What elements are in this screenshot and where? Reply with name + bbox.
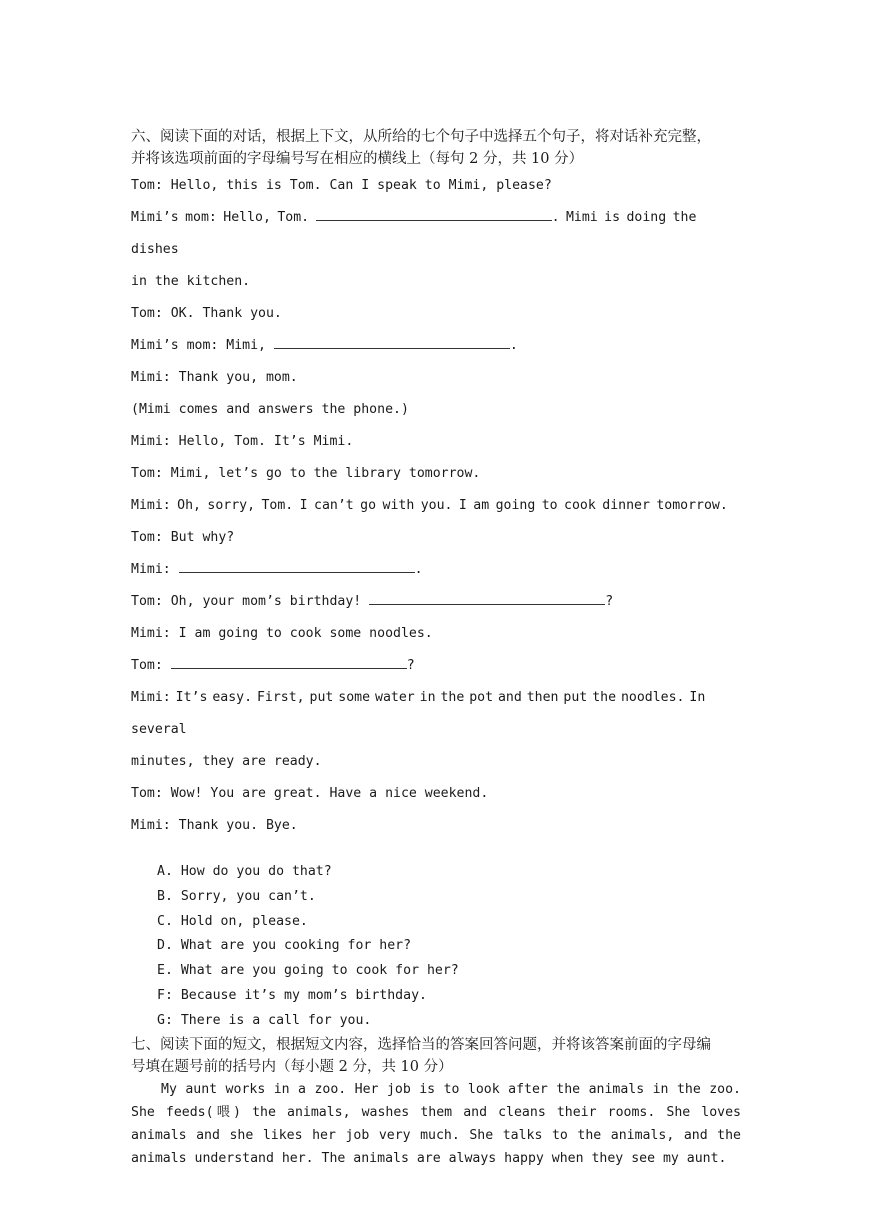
dialogue-line: Mimi: I am going to cook some noodles. [131, 626, 433, 641]
option-c: C. Hold on, please. [157, 913, 308, 929]
dialogue-line: Tom: Hello, this is Tom. Can I speak to Mimi, please? [131, 178, 552, 193]
dialogue-line: Tom: Wow! You are great. Have a nice weekend. [131, 786, 489, 801]
option-a: A. How do you do that? [157, 864, 332, 879]
option-e: E. What are you going to cook for her? [157, 963, 459, 979]
dialogue-text: Mimi: [131, 562, 179, 577]
dialogue-line [131, 202, 741, 266]
dialogue-line: in the kitchen. [131, 274, 251, 289]
section-7-heading [131, 1034, 741, 1078]
section-6-heading-line2: 并将该选项前面的字母编号写在相应的横线上（每句 2 分，共 10 分） [131, 151, 584, 167]
option-b: B. Sorry, you can’t. [157, 888, 316, 904]
dialogue-text: Mimi’s mom: Hello, Tom. [131, 210, 316, 225]
dialogue-line: Mimi: It’s easy. First, put some water in the pot and then put the noodles. In several [131, 690, 711, 737]
dialogue-line: (Mimi comes and answers the phone.) [131, 402, 409, 417]
reading-passage: My aunt works in a zoo. Her job is to look after the animals in the zoo. She feeds(喂) the animals, washes them and cleans their rooms. She loves animals and she likes her job very much. She talks to the animals, and the animals understand her. The animals are always happy when they see my aunt. [131, 1081, 741, 1166]
dialogue-line: Mimi: Hello, Tom. It’s Mimi. [131, 434, 354, 449]
option-f: F: Because it’s my mom’s birthday. [157, 987, 427, 1003]
answer-blank-5[interactable] [171, 654, 407, 669]
dialogue-line [131, 554, 741, 586]
dialogue-text: . [414, 562, 423, 577]
options-list [157, 860, 741, 1034]
answer-blank-1[interactable] [316, 206, 552, 221]
dialogue-line: Mimi: Thank you, mom. [131, 370, 298, 385]
dialogue-line: minutes, they are ready. [131, 754, 322, 769]
dialogue-text: ? [406, 658, 415, 673]
dialogue-line: Mimi: Oh, sorry, Tom. I can’t go with you. I am going to cook dinner tomorrow. [131, 498, 728, 513]
section-6-heading [131, 126, 741, 170]
answer-blank-2[interactable] [274, 334, 510, 349]
dialogue-line: Tom: Mimi, let’s go to the library tomorrow. [131, 466, 481, 481]
dialogue-line [131, 330, 741, 362]
section-7-heading-line2: 号填在题号前的括号内（每小题 2 分，共 10 分） [131, 1058, 453, 1075]
section-7-heading-line1: 七、阅读下面的短文，根据短文内容，选择恰当的答案回答问题，并将该答案前面的字母编 [131, 1036, 711, 1053]
dialogue-line [131, 586, 741, 618]
dialogue-text: Tom: [131, 658, 171, 673]
option-d: D. What are you cooking for her? [157, 938, 412, 954]
option-g: G: There is a call for you. [157, 1012, 372, 1028]
dialogue-text: . Mimi is doing the dishes [131, 210, 703, 257]
section-6-heading-line1: 六、阅读下面的对话，根据上下文，从所给的七个句子中选择五个句子，将对话补充完整， [131, 129, 711, 145]
dialogue-text: Mimi’s mom: Mimi, [131, 338, 274, 353]
dialogue [131, 170, 741, 842]
worksheet-page [131, 126, 741, 1170]
answer-blank-3[interactable] [179, 558, 415, 573]
dialogue-line: Tom: But why? [131, 530, 235, 545]
answer-blank-4[interactable] [369, 590, 605, 605]
dialogue-line: Mimi: Thank you. Bye. [131, 818, 298, 833]
dialogue-text: ? [605, 594, 614, 609]
dialogue-text: . [509, 338, 518, 353]
dialogue-line: Tom: OK. Thank you. [131, 306, 282, 321]
dialogue-text: Tom: Oh, your mom’s birthday! [131, 594, 370, 609]
dialogue-line [131, 650, 741, 682]
